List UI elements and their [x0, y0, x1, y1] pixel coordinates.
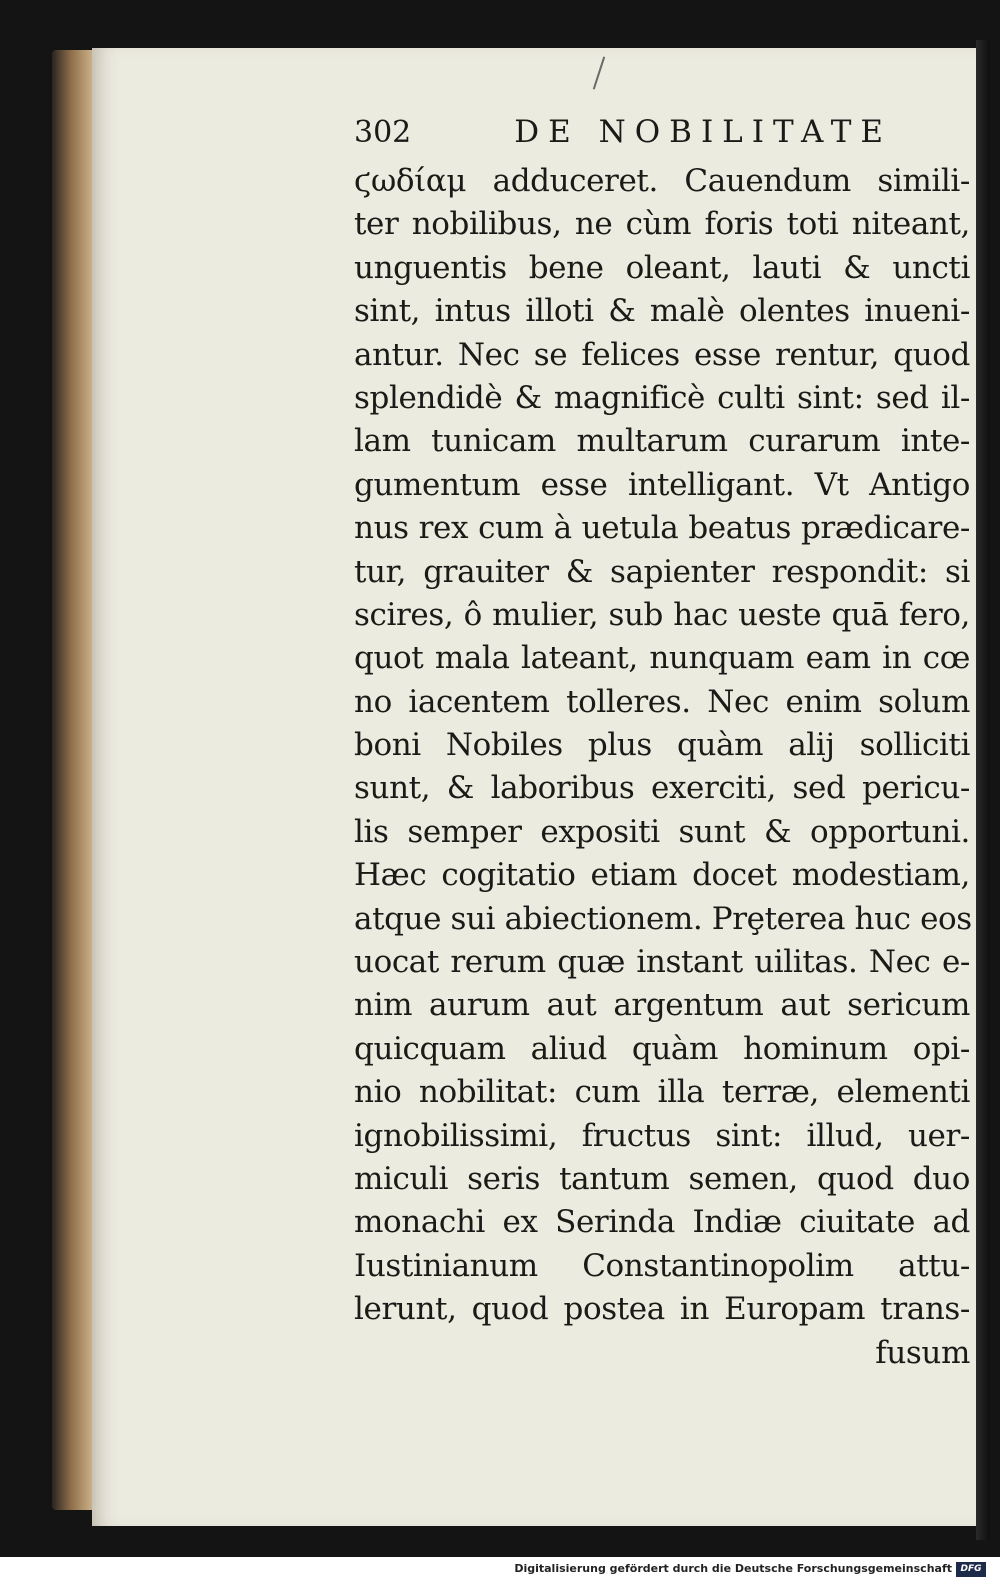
text-line: Iustinianum Constantinopolim attu-: [354, 1247, 970, 1284]
page-number: 302: [354, 115, 412, 150]
text-line: quicquam aliud quàm hominum opi-: [354, 1030, 970, 1067]
text-line: quot mala lateant, nunquam eam in cœ: [354, 640, 970, 677]
text-line: gumentum esse intelligant. Vt Antigo: [354, 466, 970, 503]
text-line: splendidè & magnificè culti sint: sed il-: [354, 379, 970, 416]
text-line: sint, intus illoti & malè olentes inueni-: [354, 293, 970, 330]
text-line: unguentis bene oleant, lauti & uncti: [354, 249, 970, 286]
text-line: monachi ex Serinda Indiæ ciuitate ad: [354, 1204, 970, 1241]
text-line: ignobilissimi, fructus sint: illud, uer-: [354, 1117, 970, 1154]
catchword: fusum: [875, 1334, 970, 1371]
text-line: sunt, & laboribus exerciti, sed pericu-: [354, 770, 970, 807]
text-line: lerunt, quod postea in Europam trans-: [354, 1291, 970, 1328]
page-text-block: [354, 114, 970, 1375]
funding-credit: Digitalisierung gefördert durch die Deutsche Forschungsgemeinschaft: [514, 1562, 952, 1575]
text-line: ϛωδίαμ adduceret. Cauendum simili-: [354, 163, 970, 199]
text-line: atque sui abiectionem. Prȩterea huc eos: [354, 900, 972, 937]
text-line: miculi seris tantum semen, quod duo: [354, 1160, 970, 1197]
text-line: ter nobilibus, ne cùm foris toti niteant,: [354, 206, 970, 243]
text-line: scires, ô mulier, sub hac ueste quā fero,: [354, 596, 970, 633]
dfg-logo-icon: DFG: [956, 1562, 986, 1577]
text-line: tur, grauiter & sapienter respondit: si: [354, 553, 970, 590]
digitization-footer: [0, 1557, 1000, 1584]
body-text: [354, 160, 970, 1375]
text-line: lis semper expositi sunt & opportuni.: [354, 813, 970, 850]
text-line: Hæc cogitatio etiam docet modestiam,: [354, 857, 970, 894]
text-line: antur. Nec se felices esse rentur, quod: [354, 336, 970, 373]
text-line: lam tunicam multarum curarum inte-: [354, 423, 970, 460]
text-line: nim aurum aut argentum aut sericum: [354, 987, 970, 1024]
text-line: no iacentem tolleres. Nec enim solum: [354, 683, 970, 720]
text-line: boni Nobiles plus quàm alij solliciti: [354, 727, 970, 764]
text-line: nus rex cum à uetula beatus prædicare-: [354, 510, 970, 547]
text-line: uocat rerum quæ instant uilitas. Nec e-: [354, 944, 970, 981]
binding-shadow: [976, 40, 990, 1540]
text-line: nio nobilitat: cum illa terræ, elementi: [354, 1074, 970, 1111]
running-title: DE NOBILITATE: [514, 114, 892, 150]
running-head: [354, 114, 970, 158]
